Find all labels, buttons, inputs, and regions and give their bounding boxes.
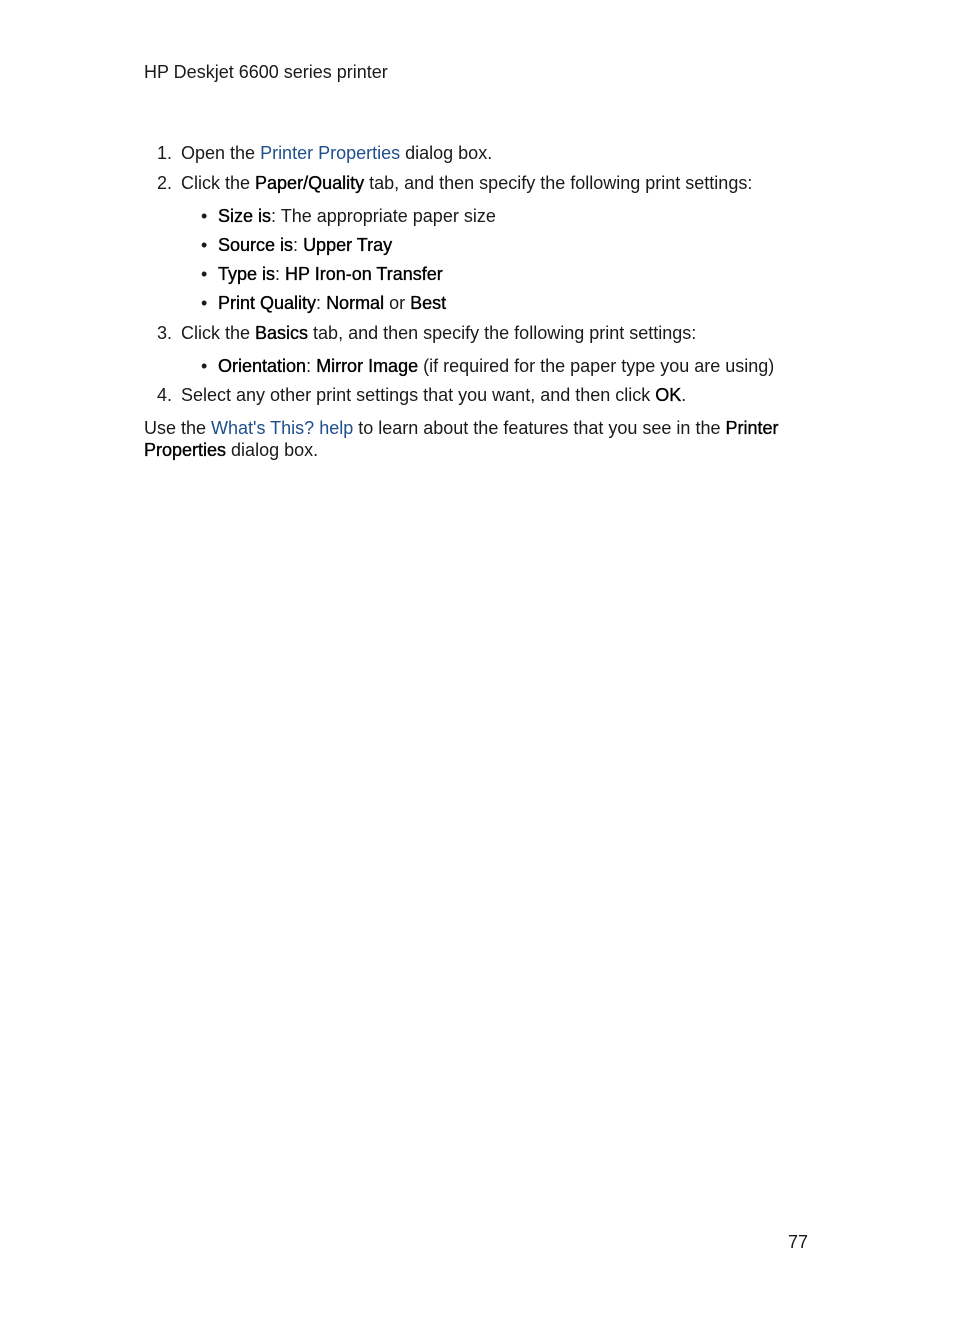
separator: : [275,264,286,284]
bullet-text [218,205,496,227]
step-text [181,142,492,164]
step-text-pre: Click the [181,323,256,343]
step-number: 3. [156,323,172,343]
paragraph-text: dialog box. [226,440,319,460]
bullet-text [218,292,446,314]
bullet-marker: • [201,356,208,376]
setting-label: Print Quality [218,293,317,313]
step-text-post: tab, and then specify the following print settings: [364,173,753,193]
bullet-text [218,355,774,377]
bullet-text [218,234,392,256]
page-number: 77 [788,1232,809,1252]
ok-term: OK [655,385,682,405]
setting-note: (if required for the paper type you are using) [418,356,775,376]
paper-quality-term: Paper/Quality [255,173,365,193]
setting-label: Size is [218,206,272,226]
step-text [181,172,752,194]
setting-label: Orientation [218,356,307,376]
step-number: 2. [156,173,172,193]
help-paragraph-line-1 [144,417,779,439]
step-text-post: tab, and then specify the following print settings: [308,323,697,343]
printer-properties-link[interactable]: Printer Properties [260,143,401,163]
bullet-marker: • [201,264,208,284]
step-text [181,322,696,344]
separator: : [316,293,327,313]
step-number: 1. [156,143,172,163]
whats-this-help-link[interactable]: What's This? help [211,418,354,438]
help-paragraph-line-2 [144,439,318,461]
paragraph-text: to learn about the features that you see in the [353,418,726,438]
bullet-marker: • [201,235,208,255]
setting-value: HP Iron-on Transfer [285,264,443,284]
connector-text: or [384,293,411,313]
separator: : [271,206,281,226]
setting-label: Source is [218,235,294,255]
setting-value: The appropriate paper size [280,206,496,226]
printer-properties-term: Properties [144,440,227,460]
step-text-pre: Click the [181,173,256,193]
separator: : [293,235,304,255]
paragraph-text: Use the [144,418,212,438]
bullet-marker: • [201,293,208,313]
setting-value: Normal [326,293,385,313]
step-text-pre: Open the [181,143,261,163]
bullet-text [218,263,443,285]
step-text-pre: Select any other print settings that you want, and then click [181,385,656,405]
setting-value: Best [410,293,447,313]
printer-properties-term: Printer [725,418,779,438]
bullet-marker: • [201,206,208,226]
setting-label: Type is [218,264,276,284]
step-number: 4. [156,385,172,405]
separator: : [306,356,317,376]
step-text [181,384,686,406]
running-header: HP Deskjet 6600 series printer [144,62,388,82]
setting-value: Mirror Image [316,356,419,376]
step-text-post: dialog box. [400,143,493,163]
step-text-post: . [681,385,687,405]
basics-term: Basics [255,323,309,343]
setting-value: Upper Tray [303,235,393,255]
